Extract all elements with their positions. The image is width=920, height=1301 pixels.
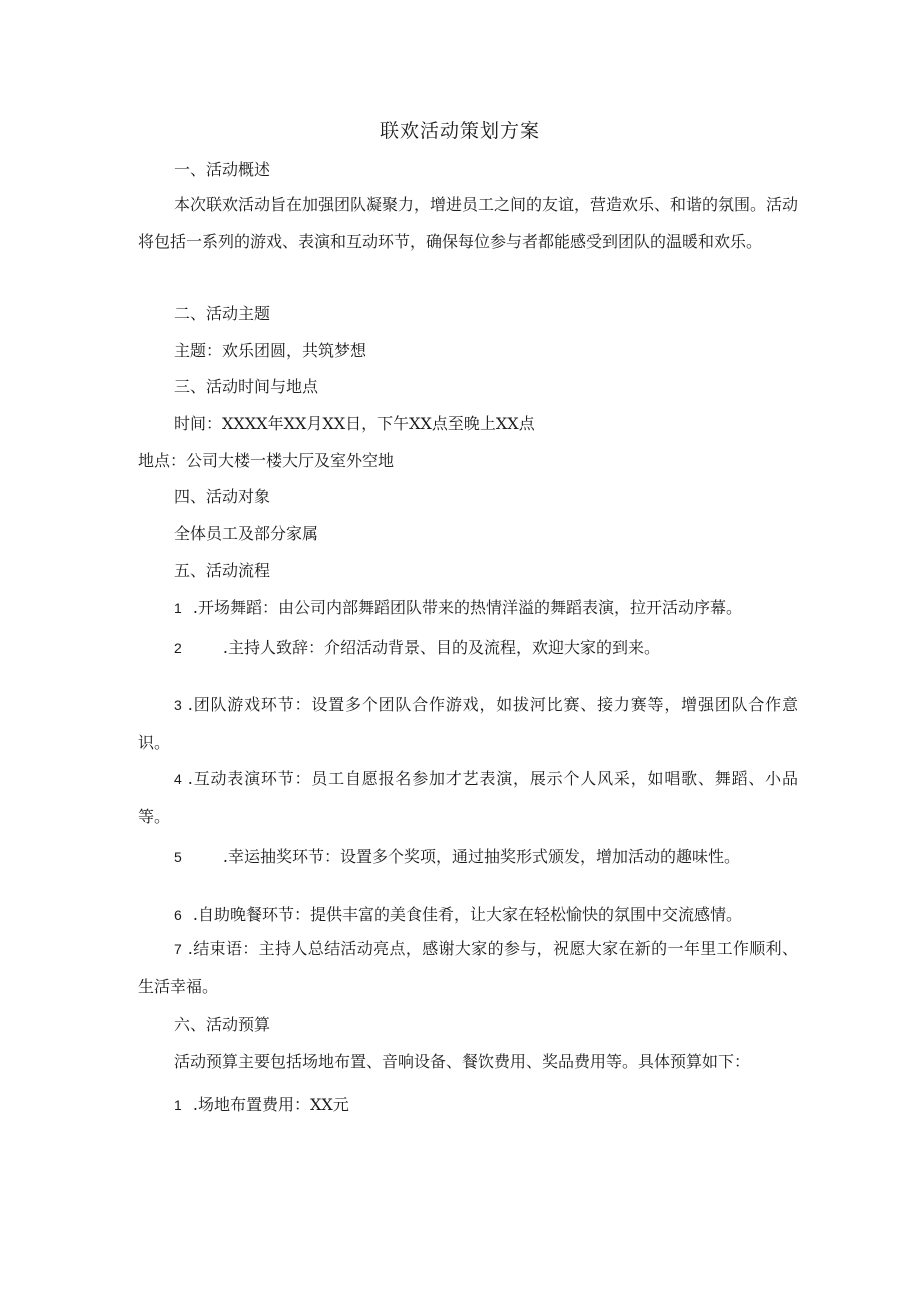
time-line: 时间：XXXX年XX月XX日，下午XX点至晚上XX点: [174, 414, 535, 433]
list-item-text: .场地布置费用：XX元: [192, 1095, 349, 1114]
list-item-text: .幸运抽奖环节：设置多个奖项，通过抽奖形式颁发，增加活动的趣味性。: [222, 847, 740, 866]
section-heading-process: 五、活动流程: [174, 561, 271, 580]
list-item-number: 3: [174, 697, 182, 713]
list-item-number: 4: [174, 771, 182, 787]
section-heading-theme: 二、活动主题: [174, 304, 271, 323]
list-item-text: .结束语：主持人总结活动亮点，感谢大家的参与，祝愿大家在新的一年里工作顺利、生活幸福。: [138, 939, 798, 996]
section-heading-audience: 四、活动对象: [174, 487, 271, 506]
section-heading-time-place: 三、活动时间与地点: [174, 377, 319, 396]
list-item-text: .自助晚餐环节：提供丰富的美食佳肴，让大家在轻松愉快的氛围中交流感情。: [192, 905, 742, 924]
list-item-text: .团队游戏环节：设置多个团队合作游戏，如拔河比赛、接力赛等，增强团队合作意识。: [138, 695, 798, 752]
list-item-text: .互动表演环节：员工自愿报名参加才艺表演，展示个人风采，如唱歌、舞蹈、小品等。: [138, 769, 798, 826]
list-item-number: 2: [174, 640, 182, 656]
list-item: [174, 638, 660, 658]
list-item-number: 7: [174, 941, 182, 957]
list-item: [174, 1095, 349, 1115]
list-item-number: 1: [174, 600, 182, 616]
list-item: [138, 930, 798, 1005]
list-item: [138, 686, 798, 761]
overview-paragraph: 本次联欢活动旨在加强团队凝聚力，增进员工之间的友谊，营造欢乐、和谐的氛围。活动将包括一系列的游戏、表演和互动环节，确保每位参与者都能感受到团队的温暖和欢乐。: [138, 195, 799, 251]
list-item: [174, 847, 740, 867]
list-item-number: 6: [174, 907, 182, 923]
list-item: [174, 598, 742, 618]
list-item-number: 1: [174, 1097, 182, 1113]
section-heading-overview: 一、活动概述: [174, 160, 271, 179]
place-line: 地点：公司大楼一楼大厅及室外空地: [138, 451, 395, 470]
audience-line: 全体员工及部分家属: [174, 524, 319, 543]
list-item-number: 5: [174, 849, 182, 865]
section-heading-budget: 六、活动预算: [174, 1015, 271, 1034]
document-title: 联欢活动策划方案: [379, 120, 540, 142]
theme-line: 主题：欢乐团圆，共筑梦想: [174, 341, 367, 360]
budget-line: 活动预算主要包括场地布置、音响设备、餐饮费用、奖品费用等。具体预算如下：: [174, 1052, 751, 1071]
list-item-text: .主持人致辞：介绍活动背景、目的及流程，欢迎大家的到来。: [222, 638, 660, 657]
list-item: [138, 760, 798, 835]
list-item: [174, 905, 742, 925]
list-item-text: .开场舞蹈：由公司内部舞蹈团队带来的热情洋溢的舞蹈表演，拉开活动序幕。: [192, 598, 742, 617]
